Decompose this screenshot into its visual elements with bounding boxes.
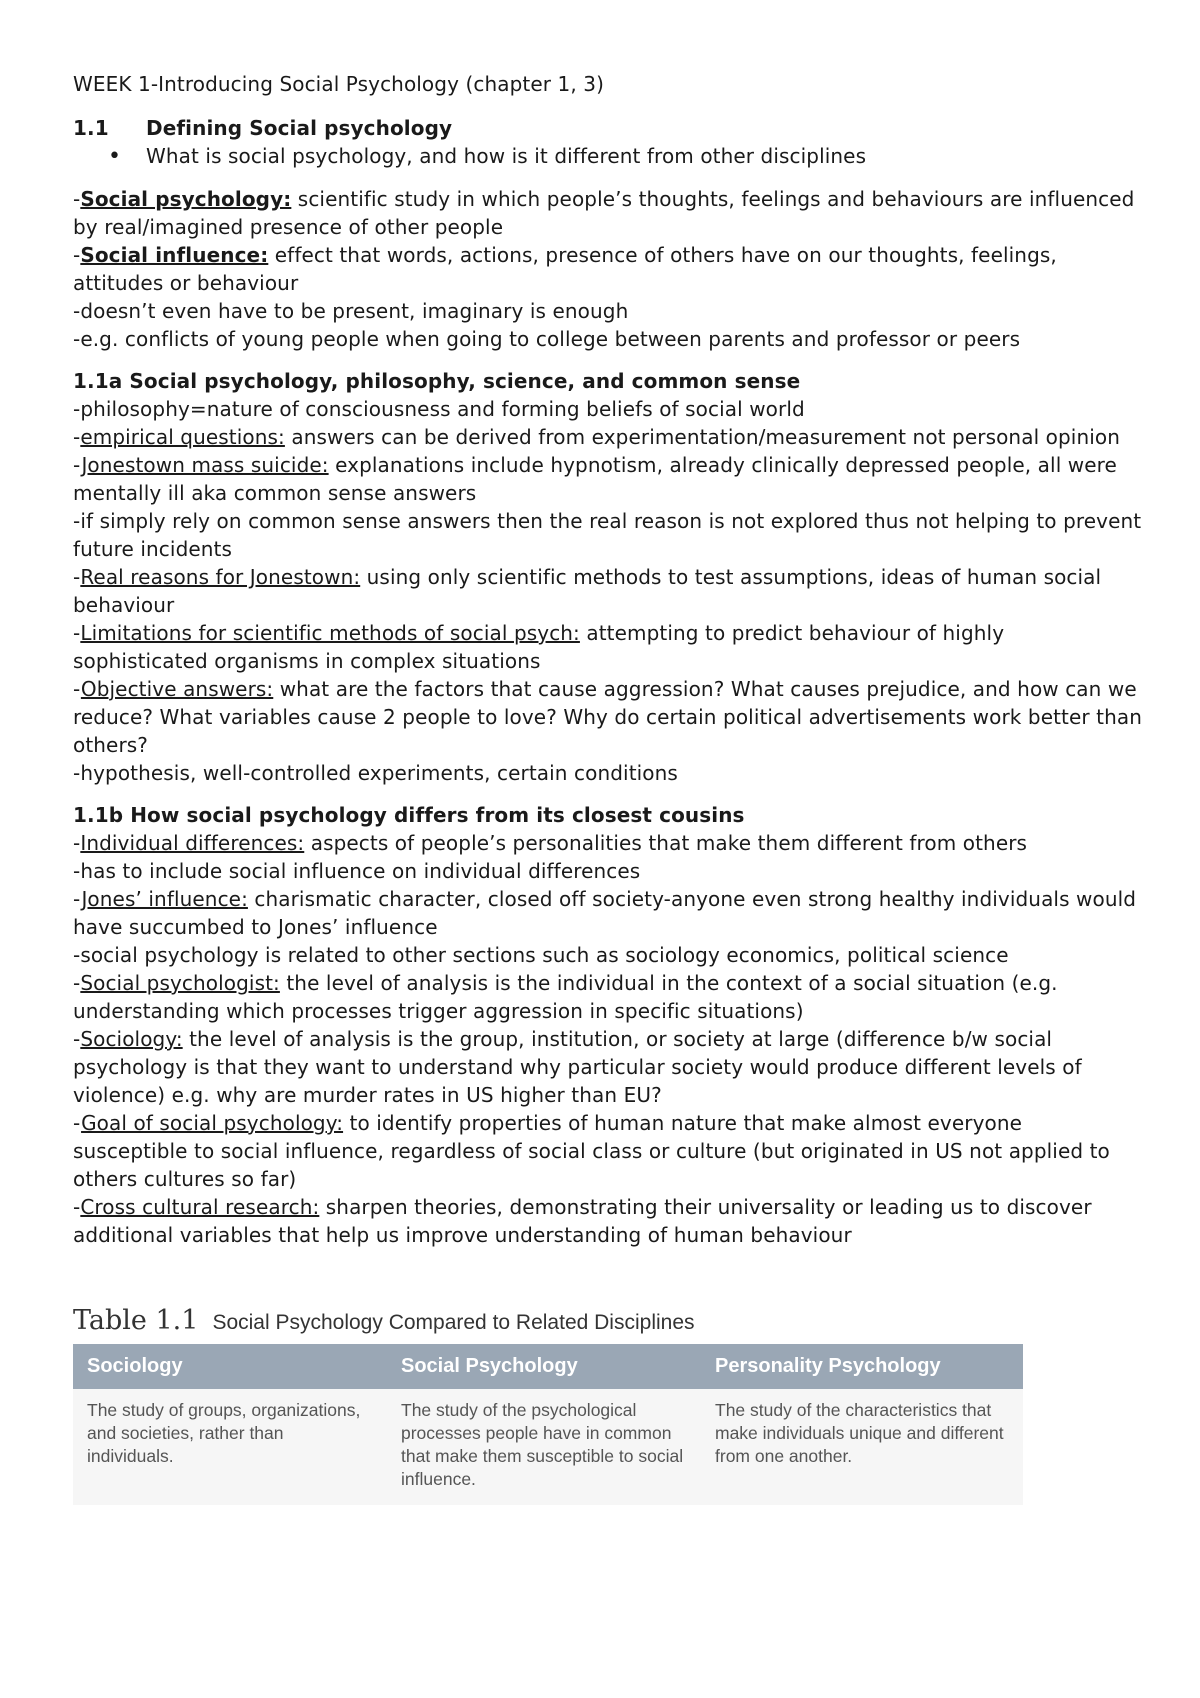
note-term: Goal of social psychology: [81,1111,344,1135]
note-line: -hypothesis, well-controlled experiments, certain conditions [73,761,678,785]
note-term: Limitations for scientific methods of social psych: [80,621,580,645]
table-caption [73,1305,1023,1336]
note-line: -e.g. conflicts of young people when going to college between parents and professor or peers [73,327,1021,351]
note-line: -Objective answers: what are the factors that cause aggression? What causes prejudice, and how can we reduce? What variables cause 2 people to love? Why do certain political advertisements work better than others? [73,677,1143,757]
note-term: Sociology: [80,1027,183,1051]
comparison-table-figure [73,1305,1023,1505]
section-number: 1.1 [73,116,109,140]
bullet-item [73,142,1143,171]
table-header-row [73,1344,1023,1389]
note-line: -Individual differences: aspects of people’s personalities that make them different from others [73,831,1028,855]
bullet-dot-icon [73,142,146,171]
section-1-1-notes [73,185,1143,353]
note-line: -empirical questions: answers can be derived from experimentation/measurement not personal opinion [73,425,1121,449]
note-term: Objective answers: [80,677,274,701]
document-title: WEEK 1-Introducing Social Psychology (chapter 1, 3) [73,72,604,96]
note-term: Social psychology: [80,187,292,211]
note-line: -if simply rely on common sense answers then the real reason is not explored thus not helping to prevent future incidents [73,509,1142,561]
note-term: Real reasons for Jonestown: [80,565,361,589]
note-line: -Goal of social psychology: to identify properties of human nature that make almost everyone susceptible to social influence, regardless of social class or culture (but originated in US not applied to others cultures so far) [73,1111,1110,1191]
section-title: Defining Social psychology [146,116,453,140]
section-1-1b-notes [73,829,1143,1249]
table-cell: The study of the characteristics that make individuals unique and different from one another. [701,1389,1023,1505]
note-term: Individual differences: [80,831,305,855]
note-line: -social psychology is related to other sections such as sociology economics, political science [73,943,1009,967]
table-header-cell: Personality Psychology [701,1344,1023,1389]
section-heading-1-1a: 1.1a Social psychology, philosophy, science, and common sense [73,369,801,393]
note-line: -Limitations for scientific methods of social psych: attempting to predict behaviour of highly sophisticated organisms in complex situations [73,621,1005,673]
table-cell: The study of groups, organizations, and societies, rather than individuals. [73,1389,387,1505]
note-term: Social psychologist: [80,971,280,995]
table-header-cell: Sociology [73,1344,387,1389]
bullet-text: What is social psychology, and how is it different from other disciplines [146,144,867,168]
section-1-1a-notes [73,395,1143,787]
note-line: -doesn’t even have to be present, imaginary is enough [73,299,629,323]
section-heading-1-1 [73,114,1143,142]
note-term: Social influence: [80,243,269,267]
note-term: Cross cultural research: [80,1195,320,1219]
table-header-cell: Social Psychology [387,1344,701,1389]
note-line: -Social psychology: scientific study in which people’s thoughts, feelings and behaviours are influenced by real/imagined presence of other people [73,187,1135,239]
table-row [73,1389,1023,1505]
table-number: Table 1.1 [73,1305,199,1336]
note-line: -has to include social influence on individual differences [73,859,641,883]
note-line: -Cross cultural research: sharpen theories, demonstrating their universality or leading us to discover additional variables that help us improve understanding of human behaviour [73,1195,1092,1247]
note-line: -Social influence: effect that words, actions, presence of others have on our thoughts, feelings, attitudes or behaviour [73,243,1057,295]
note-line: -Jonestown mass suicide: explanations include hypnotism, already clinically depressed people, all were mentally ill aka common sense answers [73,453,1117,505]
section-heading-1-1b: 1.1b How social psychology differs from its closest cousins [73,803,745,827]
note-term: empirical questions: [80,425,285,449]
document-body [73,70,1143,1249]
comparison-table [73,1344,1023,1505]
note-line: -Sociology: the level of analysis is the group, institution, or society at large (difference b/w social psychology is that they want to understand why particular society would produce different levels of violence) e.g. why are murder rates in US higher than EU? [73,1027,1082,1107]
note-line: -philosophy=nature of consciousness and forming beliefs of social world [73,397,805,421]
table-cell: The study of the psychological processes people have in common that make them susceptible to social influence. [387,1389,701,1505]
note-term: Jones’ influence: [81,887,248,911]
note-line: -Social psychologist: the level of analysis is the individual in the context of a social situation (e.g. understanding which processes trigger aggression in specific situations) [73,971,1058,1023]
table-caption-text: Social Psychology Compared to Related Disciplines [212,1311,695,1334]
note-line: -Real reasons for Jonestown: using only scientific methods to test assumptions, ideas of human social behaviour [73,565,1102,617]
note-line: -Jones’ influence: charismatic character, closed off society-anyone even strong healthy individuals would have succumbed to Jones’ influence [73,887,1137,939]
note-term: Jonestown mass suicide: [81,453,329,477]
